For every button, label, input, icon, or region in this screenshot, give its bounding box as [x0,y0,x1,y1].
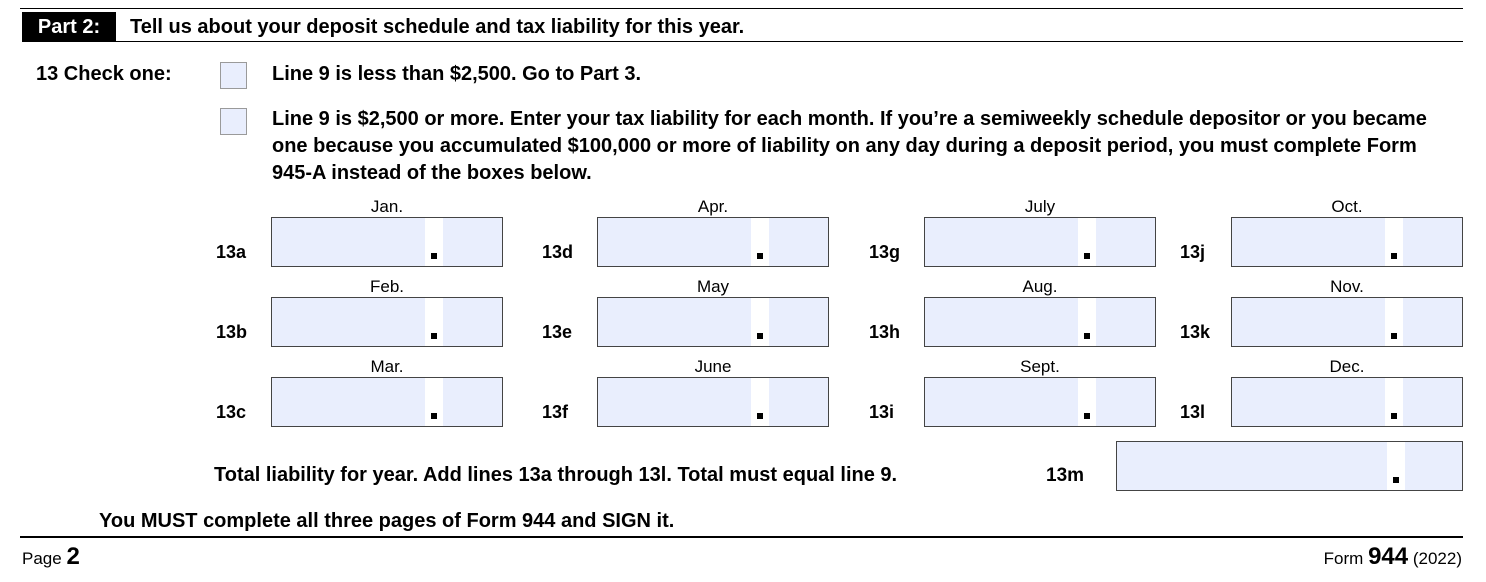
monthly-liability-field[interactable] [597,377,829,427]
decimal-point [1084,253,1090,259]
decimal-point [1391,413,1397,419]
monthly-liability-field[interactable] [1231,297,1463,347]
monthly-liability-field[interactable] [271,217,503,267]
page-number: 2 [66,543,80,570]
option-less-than-2500-text: Line 9 is less than $2,500. Go to Part 3. [272,63,642,85]
total-liability-field[interactable] [1116,441,1463,491]
page-indicator [22,543,80,571]
monthly-liability-field[interactable] [924,217,1156,267]
line-number-label: 13f [542,402,569,422]
month-name: Apr. [697,197,729,216]
checkbox-2500-or-more[interactable] [220,108,247,135]
month-name: Oct. [1331,197,1363,216]
line-number-label: 13k [1180,322,1211,342]
line-number-label: 13h [869,322,901,342]
decimal-point [1084,413,1090,419]
line-number-label: 13a [216,242,247,262]
decimal-point [431,413,437,419]
decimal-point [757,333,763,339]
line-number-label: 13b [216,322,248,342]
month-name: June [694,357,732,376]
checkbox-less-than-2500[interactable] [220,62,247,89]
monthly-liability-field[interactable] [597,217,829,267]
part-title: Tell us about your deposit schedule and tax liability for this year. [130,16,745,38]
month-name: Mar. [370,357,404,376]
line-number-label: 13j [1180,242,1206,262]
decimal-point [431,253,437,259]
form-year: (2022) [1412,549,1462,568]
month-name: July [1024,197,1056,216]
decimal-point [1393,477,1399,483]
decimal-point [1084,333,1090,339]
part-divider [22,41,1463,42]
line-number-label: 13l [1180,402,1206,422]
month-name: Aug. [1022,277,1058,296]
monthly-liability-field[interactable] [924,297,1156,347]
month-name: Nov. [1330,277,1364,296]
line-number-label: 13c [216,402,247,422]
form-number: 944 [1368,543,1409,570]
decimal-point [757,253,763,259]
option-2500-or-more-text: Line 9 is $2,500 or more. Enter your tax liability for each month. If you’re a semiweekly schedule depositor or you became one because you accumulated $100,000 or more of liability on any day during a deposit period, you must complete Form 945-A instead of the boxes below. [272,108,1427,184]
must-complete-notice: You MUST complete all three pages of Form 944 and SIGN it. [99,510,675,532]
monthly-liability-field[interactable] [271,297,503,347]
form-prefix: Form [1323,549,1364,568]
bottom-rule [20,536,1463,538]
top-rule [20,8,1463,9]
part-label: Part 2: [22,12,116,42]
decimal-point [1391,253,1397,259]
line-number-label: 13e [542,322,573,342]
line-13-label: 13 Check one: [36,63,172,85]
month-name: May [696,277,730,296]
monthly-liability-field[interactable] [271,377,503,427]
decimal-point [1391,333,1397,339]
monthly-liability-field[interactable] [597,297,829,347]
line-13m-label: 13m [1046,465,1085,486]
month-name: Jan. [370,197,404,216]
form-identifier [1324,543,1462,571]
line-number-label: 13i [869,402,895,422]
line-number-label: 13g [869,242,901,262]
monthly-liability-field[interactable] [1231,217,1463,267]
decimal-point [431,333,437,339]
total-liability-label: Total liability for year. Add lines 13a through 13l. Total must equal line 9. [214,464,898,486]
month-name: Feb. [369,277,405,296]
decimal-point [757,413,763,419]
page-prefix: Page [22,549,62,568]
line-number-label: 13d [542,242,574,262]
month-name: Dec. [1329,357,1365,376]
monthly-liability-field[interactable] [1231,377,1463,427]
monthly-liability-field[interactable] [924,377,1156,427]
month-name: Sept. [1020,357,1060,376]
